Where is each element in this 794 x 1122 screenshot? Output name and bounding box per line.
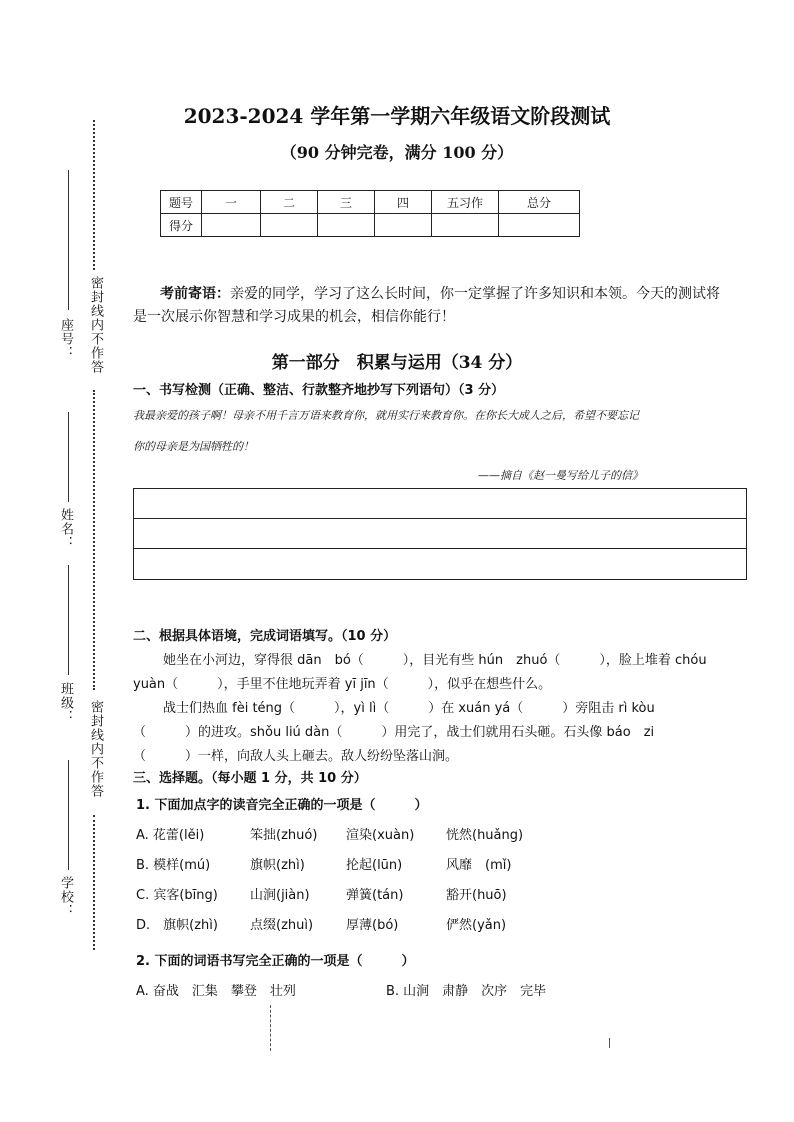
option-a-4: 恍然(huǎng) (446, 828, 524, 843)
option-b-3: 抡起(lūn) (346, 858, 403, 873)
option-d-3: 厚薄(bó) (346, 918, 399, 933)
score-table-score-row (161, 214, 580, 237)
preface-text-1: 亲爱的同学，学习了这么长时间，你一定掌握了许多知识和本领。今天的测试将 (230, 286, 720, 302)
option-a-2: 笨拙(zhuó) (250, 828, 318, 843)
preface-line-1 (160, 283, 720, 303)
writing-line[interactable] (134, 549, 746, 579)
name-underline (68, 412, 69, 502)
q2-line-5: （ ）一样，向敌人头上砸去。敌人纷纷坠落山涧。 (133, 749, 459, 764)
score-table-header-row (161, 191, 580, 214)
option-b-4: 风靡 (mǐ) (446, 858, 512, 873)
q3-heading: 三、选择题。（每小题 1 分，共 10 分） (133, 771, 367, 786)
score-cell: 得分 (161, 214, 202, 237)
score-cell: 二 (261, 191, 318, 214)
seat-underline (68, 170, 69, 310)
scan-mark (609, 1038, 610, 1048)
score-cell: 总分 (499, 191, 580, 214)
writing-line[interactable] (134, 489, 746, 519)
q2-line-2: yuàn（ ），手里不住地玩弄着 yī jīn（ ），似乎在想些什么。 (133, 677, 552, 692)
q2-line-4: （ ）的进攻。shǒu liú dàn（ ）用完了，战士们就用石头砸。石头像 báo zi (133, 725, 655, 740)
school-underline (68, 760, 69, 870)
q2-heading: 二、根据具体语境，完成词语填写。（10 分） (133, 629, 397, 644)
option-c-4: 豁开(huō) (446, 888, 507, 903)
part-one-title: 第一部分 积累与运用（34 分） (271, 353, 523, 373)
q1-text-1: 我最亲爱的孩子啊！母亲不用千言万语来教育你，就用实行来教育你。在你长大成人之后，希望不要忘记 (133, 409, 639, 422)
q1-text-2: 你的母亲是为国牺牲的！ (133, 440, 254, 453)
writing-line[interactable] (134, 519, 746, 549)
seal-dotted-line-mid (93, 390, 95, 690)
q1-source: ——摘自《赵一曼写给儿子的信》 (478, 469, 643, 482)
seal-line-notice-top: 密封线内不作答 (88, 276, 103, 374)
preface-line-2: 是一次展示你智慧和学习成果的机会，相信你能行！ (133, 309, 455, 325)
seat-label: 座号： (58, 318, 73, 360)
exam-subtitle: （90 分钟完卷，满分 100 分） (280, 143, 514, 162)
option-a-1: A. 花蕾(lěi) (136, 828, 205, 843)
preface-label: 考前寄语： (160, 286, 230, 302)
class-underline (68, 565, 69, 675)
q1-heading: 一、书写检测（正确、整洁、行款整齐地抄写下列语句）（3 分） (133, 383, 505, 398)
score-input-cell[interactable] (375, 214, 432, 237)
q2-line-3: 战士们热血 fèi téng（ ），yì lì（ ）在 xuán yá（ ）旁阻击 rì kòu (163, 701, 655, 716)
scan-mark (270, 1005, 271, 1051)
option-d-4: 俨然(yǎn) (446, 918, 507, 933)
option-d-2: 点缀(zhuì) (250, 918, 314, 933)
seal-line-notice-bottom: 密封线内不作答 (88, 700, 103, 798)
score-cell: 三 (318, 191, 375, 214)
option-a-3: 渲染(xuàn) (346, 828, 415, 843)
score-cell: 题号 (161, 191, 202, 214)
score-input-cell[interactable] (202, 214, 261, 237)
score-input-cell[interactable] (499, 214, 580, 237)
option-b-1: B. 模样(mú) (136, 858, 211, 873)
score-input-cell[interactable] (261, 214, 318, 237)
score-cell: 五习作 (432, 191, 499, 214)
school-label: 学校： (58, 876, 73, 918)
score-cell: 一 (202, 191, 261, 214)
copy-writing-area[interactable] (133, 488, 747, 580)
option-c-1: C. 宾客(bīng) (136, 888, 218, 903)
score-input-cell[interactable] (432, 214, 499, 237)
option-b-2: 旗帜(zhì) (250, 858, 305, 873)
seal-dotted-line-bottom (93, 815, 95, 950)
exam-title: 2023-2024 学年第一学期六年级语文阶段测试 (183, 104, 611, 128)
class-label: 班级： (58, 682, 73, 724)
q3-2-option-a: A. 奋战 汇集 攀登 壮列 (136, 984, 296, 999)
option-c-3: 弹簧(tán) (346, 888, 404, 903)
q3-2-option-b: B. 山涧 肃静 次序 完毕 (386, 984, 547, 999)
score-table (160, 190, 580, 237)
score-cell: 四 (375, 191, 432, 214)
option-d-1: D. 旗帜(zhì) (136, 918, 218, 933)
q3-1-stem: 1. 下面加点字的读音完全正确的一项是（ ） (136, 798, 428, 813)
score-input-cell[interactable] (318, 214, 375, 237)
q2-line-1: 她坐在小河边，穿得很 dān bó（ ），目光有些 hún zhuó（ ），脸上堆着 chóu (163, 653, 707, 668)
name-label: 姓名： (58, 508, 73, 550)
q3-2-stem: 2. 下面的词语书写完全正确的一项是（ ） (136, 954, 415, 969)
option-c-2: 山涧(jiàn) (250, 888, 310, 903)
